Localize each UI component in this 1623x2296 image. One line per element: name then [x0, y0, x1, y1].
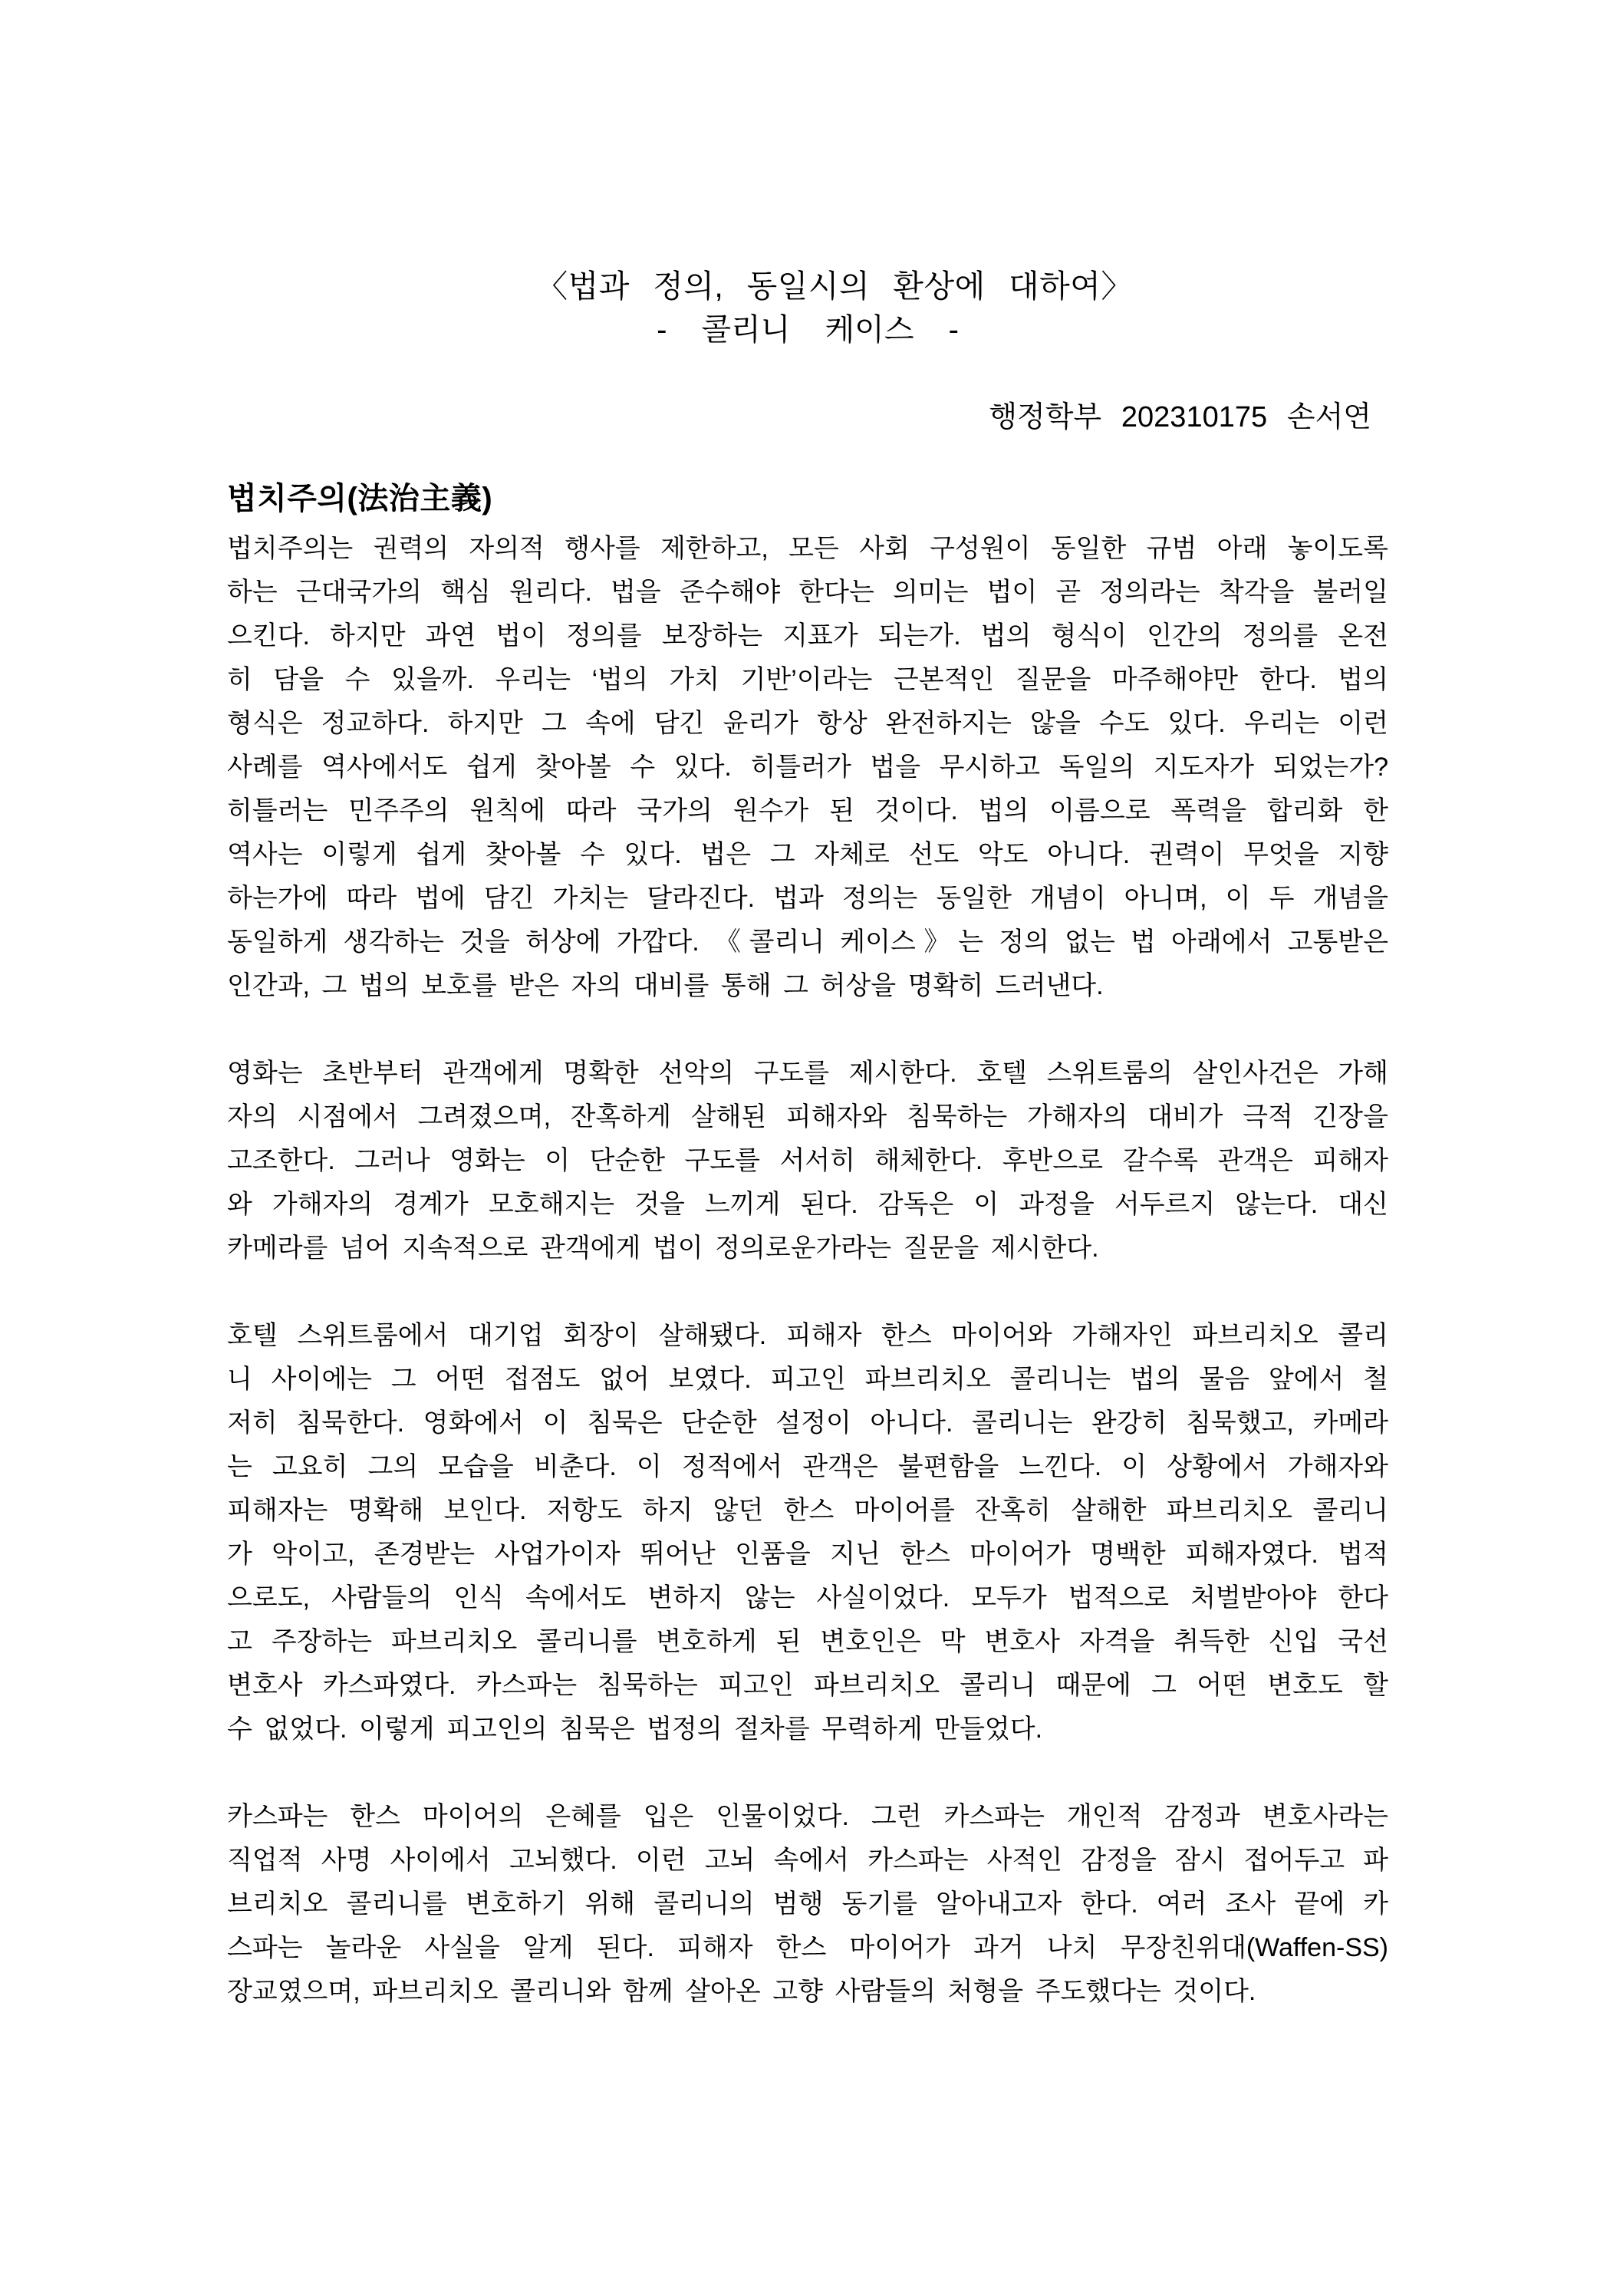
text-line: 으로도, 사람들의 인식 속에서도 변하지 않는 사실이었다. 모두가 법적으로 처벌받아야 한다: [227, 1583, 1388, 1612]
paragraph-3: [227, 1314, 1388, 1751]
text-line: 직업적 사명 사이에서 고뇌했다. 이런 고뇌 속에서 카스파는 사적인 감정을 잠시 접어두고 파: [227, 1846, 1388, 1875]
blank-line: [227, 352, 1388, 396]
text-line: 수 없었다. 이렇게 피고인의 침묵은 법정의 절차를 무력하게 만들었다.: [227, 1715, 1043, 1744]
text-line: 는 고요히 그의 모습을 비춘다. 이 정적에서 관객은 불편함을 느낀다. 이 상황에서 가해자와: [227, 1452, 1388, 1481]
text-line: 하는가에 따라 법에 담긴 가치는 달라진다. 법과 정의는 동일한 개념이 아니며, 이 두 개념을: [227, 884, 1388, 913]
text-line: 저히 침묵한다. 영화에서 이 침묵은 단순한 설정이 아니다. 콜리니는 완강히 침묵했고, 카메라: [227, 1408, 1388, 1438]
text-line: 인간과, 그 법의 보호를 받은 자의 대비를 통해 그 허상을 명확히 드러낸다.: [227, 971, 1104, 1000]
text-line: 동일하게 생각하는 것을 허상에 가깝다. 《콜리니 케이스》는 정의 없는 법 아래에서 고통받은: [227, 927, 1388, 957]
section-heading: 법치주의(法治主義): [227, 482, 493, 516]
text-line: 사례를 역사에서도 쉽게 찾아볼 수 있다. 히틀러가 법을 무시하고 독일의 지도자가 되었는가?: [227, 753, 1388, 782]
text-line: 역사는 이렇게 쉽게 찾아볼 수 있다. 법은 그 자체로 선도 악도 아니다. 권력이 무엇을 지향: [227, 840, 1388, 869]
paragraph-4: [227, 1795, 1388, 2014]
text-line: 법치주의는 권력의 자의적 행사를 제한하고, 모든 사회 구성원이 동일한 규범 아래 놓이도록: [227, 534, 1388, 563]
document-content: [227, 265, 1388, 2014]
text-line: 영화는 초반부터 관객에게 명확한 선악의 구도를 제시한다. 호텔 스위트룸의 살인사건은 가해: [227, 1059, 1388, 1088]
text-line: 스파는 놀라운 사실을 알게 된다. 피해자 한스 마이어가 과거 나치 무장친위대(Waffen-SS): [227, 1933, 1388, 1962]
text-line: 호텔 스위트룸에서 대기업 회장이 살해됐다. 피해자 한스 마이어와 가해자인 파브리치오 콜리: [227, 1321, 1388, 1350]
author-byline: 행정학부 202310175 손서연: [989, 401, 1371, 433]
text-line: 히틀러는 민주주의 원칙에 따라 국가의 원수가 된 것이다. 법의 이름으로 폭력을 합리화 한: [227, 796, 1388, 825]
text-line: 니 사이에는 그 어떤 접점도 없어 보였다. 피고인 파브리치오 콜리니는 법의 물음 앞에서 철: [227, 1365, 1388, 1394]
text-line: 카메라를 넘어 지속적으로 관객에게 법이 정의로운가라는 질문을 제시한다.: [227, 1234, 1099, 1263]
text-line: 브리치오 콜리니를 변호하기 위해 콜리니의 범행 동기를 알아내고자 한다. 여러 조사 끝에 카: [227, 1889, 1388, 1919]
text-line: 히 담을 수 있을까. 우리는 ‘법의 가치 기반’이라는 근본적인 질문을 마주해야만 한다. 법의: [227, 665, 1388, 694]
text-line: 피해자는 명확해 보인다. 저항도 하지 않던 한스 마이어를 잔혹히 살해한 파브리치오 콜리니: [227, 1496, 1388, 1525]
text-line: 장교였으며, 파브리치오 콜리니와 함께 살아온 고향 사람들의 처형을 주도했다는 것이다.: [227, 1977, 1256, 2006]
text-line: 자의 시점에서 그려졌으며, 잔혹하게 살해된 피해자와 침묵하는 가해자의 대비가 극적 긴장을: [227, 1102, 1388, 1132]
text-line: 하는 근대국가의 핵심 원리다. 법을 준수해야 한다는 의미는 법이 곧 정의라는 착각을 불러일: [227, 578, 1388, 607]
text-line: 가 악이고, 존경받는 사업가이자 뛰어난 인품을 지닌 한스 마이어가 명백한 피해자였다. 법적: [227, 1540, 1388, 1569]
text-line: 형식은 정교하다. 하지만 그 속에 담긴 윤리가 항상 완전하지는 않을 수도 있다. 우리는 이런: [227, 709, 1388, 738]
text-line: 고 주장하는 파브리치오 콜리니를 변호하게 된 변호인은 막 변호사 자격을 취득한 신입 국선: [227, 1627, 1388, 1656]
paragraph-1: [227, 527, 1388, 1008]
text-line: 변호사 카스파였다. 카스파는 침묵하는 피고인 파브리치오 콜리니 때문에 그 어떤 변호도 할: [227, 1671, 1388, 1700]
document-title: 〈법과 정의, 동일시의 환상에 대하여〉: [536, 268, 1133, 304]
text-line: 카스파는 한스 마이어의 은혜를 입은 인물이었다. 그런 카스파는 개인적 감정과 변호사라는: [227, 1802, 1388, 1831]
text-line: 고조한다. 그러나 영화는 이 단순한 구도를 서서히 해체한다. 후반으로 갈수록 관객은 피해자: [227, 1146, 1388, 1175]
text-line: 와 가해자의 경계가 모호해지는 것을 느끼게 된다. 감독은 이 과정을 서두르지 않는다. 대신: [227, 1190, 1388, 1219]
body-paragraphs: [227, 527, 1388, 2014]
document-subtitle: - 콜리니 케이스 -: [657, 313, 959, 347]
paragraph-2: [227, 1052, 1388, 1270]
text-line: 으킨다. 하지만 과연 법이 정의를 보장하는 지표가 되는가. 법의 형식이 인간의 정의를 온전: [227, 621, 1388, 651]
